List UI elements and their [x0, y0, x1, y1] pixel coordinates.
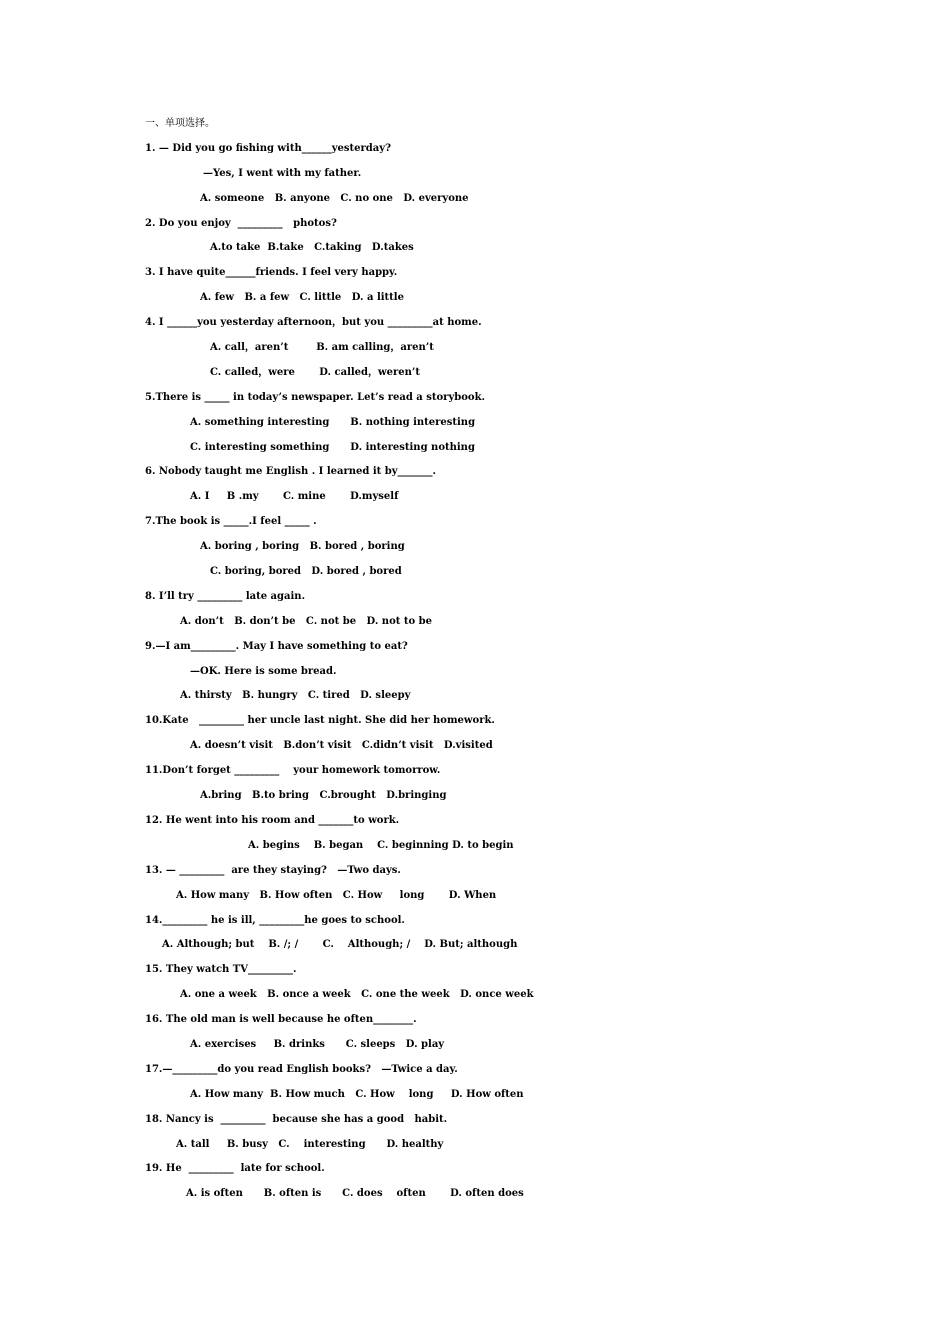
question-2-options: A.to take B.take C.taking D.takes — [210, 242, 414, 254]
question-5-options-ab: A. something interesting B. nothing interesting — [190, 416, 476, 428]
question-12-options: A. begins B. began C. beginning D. to begin — [248, 839, 514, 851]
section-title: 一、单项选择。 — [145, 118, 215, 129]
question-13-options: A. How many B. How often C. How long D. When — [176, 889, 497, 901]
question-1-options: A. someone B. anyone C. no one D. everyone — [200, 192, 469, 204]
question-16: 16. The old man is well because he often________. — [145, 1014, 417, 1026]
question-15-options: A. one a week B. once a week C. one the week D. once week — [180, 989, 534, 1001]
question-12: 12. He went into his room and _______to work. — [145, 814, 400, 826]
question-9-reply: —OK. Here is some bread. — [190, 665, 337, 677]
question-3-options: A. few B. a few C. little D. a little — [200, 292, 404, 304]
question-8-options: A. don’t B. don’t be C. not be D. not to be — [180, 615, 432, 627]
question-4: 4. I ______you yesterday afternoon，but you _________at home. — [145, 317, 482, 329]
question-11-options: A.bring B.to bring C.brought D.bringing — [200, 790, 447, 802]
question-6-options: A. I B .my C. mine D.myself — [190, 491, 399, 503]
question-15: 15. They watch TV_________. — [145, 964, 297, 976]
question-7-options-ab: A. boring , boring B. bored , boring — [200, 541, 405, 553]
question-1: 1. — Did you go fishing with______yesterday? — [145, 142, 391, 154]
question-16-options: A. exercises B. drinks C. sleeps D. play — [190, 1038, 445, 1050]
worksheet — [0, 112, 950, 1207]
question-10: 10.Kate _________ her uncle last night. She did her homework. — [145, 715, 495, 727]
question-7-options-cd: C. boring, bored D. bored , bored — [210, 566, 402, 578]
question-17-options: A. How many B. How much C. How long D. How often — [190, 1088, 524, 1100]
question-9: 9.—I am_________. May I have something to eat? — [145, 640, 408, 652]
question-8: 8. I’ll try _________ late again. — [145, 590, 306, 602]
question-17: 17.—_________do you read English books? —Twice a day. — [145, 1063, 458, 1075]
question-5: 5.There is _____ in today’s newspaper. Let’s read a storybook. — [145, 391, 485, 403]
question-10-options: A. doesn’t visit B.don’t visit C.didn’t visit D.visited — [190, 740, 493, 752]
question-4-options-ab: A. call，aren’t B. am calling，aren’t — [210, 342, 434, 354]
question-14-options: A. Although; but B. /; / C. Although; / D. But; although — [162, 939, 518, 951]
question-18-options: A. tall B. busy C. interesting D. healthy — [176, 1138, 444, 1150]
question-7: 7.The book is _____.I feel _____ . — [145, 516, 317, 528]
question-5-options-cd: C. interesting something D. interesting nothing — [190, 441, 475, 453]
question-11: 11.Don’t forget _________ your homework tomorrow. — [145, 765, 441, 777]
question-19-options: A. is often B. often is C. does often D. often does — [186, 1188, 524, 1200]
question-13: 13. — _________ are they staying? —Two days. — [145, 864, 401, 876]
question-14: 14._________ he is ill, _________he goes to school. — [145, 914, 405, 926]
question-1-reply: —Yes, I went with my father. — [203, 167, 362, 179]
question-19: 19. He _________ late for school. — [145, 1163, 325, 1175]
question-18: 18. Nancy is _________ because she has a good habit. — [145, 1113, 448, 1125]
question-2: 2. Do you enjoy _________ photos? — [145, 217, 337, 229]
question-4-options-cd: C. called，were D. called，weren’t — [210, 366, 421, 378]
question-6: 6. Nobody taught me English . I learned it by_______. — [145, 466, 437, 478]
question-9-options: A. thirsty B. hungry C. tired D. sleepy — [180, 690, 411, 702]
question-3: 3. I have quite______friends. I feel very happy. — [145, 267, 398, 279]
